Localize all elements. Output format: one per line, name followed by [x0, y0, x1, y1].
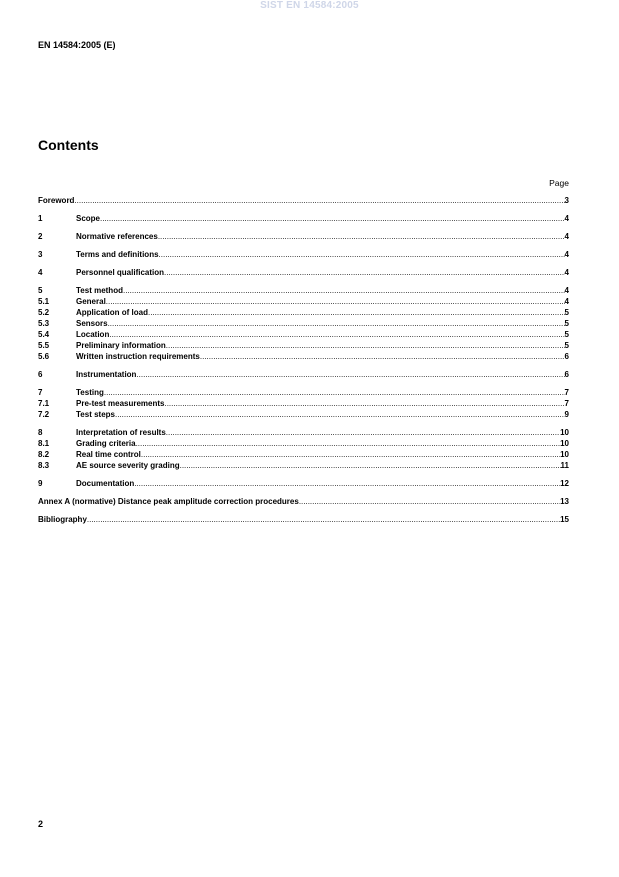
- toc-entry-4[interactable]: [38, 267, 569, 278]
- toc-entry-title: Interpretation of results: [76, 428, 166, 437]
- toc-entry-title: Pre-test measurements: [76, 399, 165, 408]
- toc-entry-title: Personnel qualification: [76, 268, 165, 277]
- dot-leader: [166, 340, 565, 351]
- toc-entry-9[interactable]: [38, 478, 569, 489]
- toc-entry-number: 5.1: [38, 297, 50, 306]
- toc-entry-number: 8.1: [38, 439, 50, 448]
- toc-entry-annex-a[interactable]: [38, 496, 569, 507]
- toc-entry-page: 7: [564, 399, 569, 408]
- toc-entry-number: 8: [38, 428, 43, 437]
- toc-entry-number: 1: [38, 214, 43, 223]
- toc-entry-5-6[interactable]: [38, 351, 569, 362]
- toc-entry-6[interactable]: [38, 369, 569, 380]
- toc-entry-page: 5: [564, 319, 569, 328]
- toc-entry-title: Terms and definitions: [76, 250, 159, 259]
- toc-entry-page: 5: [564, 308, 569, 317]
- toc-entry-page: 5: [564, 341, 569, 350]
- toc-entry-number: 7: [38, 388, 43, 397]
- toc-entry-number: 8.3: [38, 461, 50, 470]
- dot-leader: [166, 427, 560, 438]
- toc-entry-5-1[interactable]: [38, 296, 569, 307]
- toc-entry-page: 6: [564, 352, 569, 361]
- toc-entry-5-3[interactable]: [38, 318, 569, 329]
- page-column-label: Page: [549, 178, 569, 188]
- toc-entry-number: 9: [38, 479, 43, 488]
- toc-entry-page: 10: [560, 439, 569, 448]
- toc-entry-number: 3: [38, 250, 43, 259]
- toc-entry-page: 4: [564, 250, 569, 259]
- toc-entry-2[interactable]: [38, 231, 569, 242]
- toc-entry-title: Testing: [76, 388, 104, 397]
- dot-leader: [136, 438, 561, 449]
- toc-entry-7-1[interactable]: [38, 398, 569, 409]
- toc-entry-title: General: [76, 297, 106, 306]
- page-title: Contents: [38, 137, 99, 153]
- toc-entry-title: Test steps: [76, 410, 115, 419]
- watermark: SIST EN 14584:2005: [260, 0, 359, 11]
- toc-entry-title: AE source severity grading: [76, 461, 180, 470]
- toc-entry-page: 9: [564, 410, 569, 419]
- toc-entry-8-2[interactable]: [38, 449, 569, 460]
- dot-leader: [159, 249, 565, 260]
- toc-entry-page: 4: [564, 286, 569, 295]
- toc-entry-page: 5: [564, 330, 569, 339]
- toc-entry-title: Instrumentation: [76, 370, 137, 379]
- toc-entry-title: Foreword: [38, 196, 75, 205]
- toc-entry-8[interactable]: [38, 427, 569, 438]
- dot-leader: [134, 478, 560, 489]
- toc-entry-8-1[interactable]: [38, 438, 569, 449]
- toc-entry-title: Sensors: [76, 319, 108, 328]
- dot-leader: [109, 329, 564, 340]
- toc-entry-page: 4: [564, 268, 569, 277]
- toc-entry-5-4[interactable]: [38, 329, 569, 340]
- toc-entry-title: Documentation: [76, 479, 135, 488]
- dot-leader: [104, 387, 565, 398]
- toc-entry-page: 7: [564, 388, 569, 397]
- toc-entry-bibliography[interactable]: [38, 514, 569, 525]
- toc-entry-number: 7.1: [38, 399, 50, 408]
- toc-entry-number: 4: [38, 268, 43, 277]
- dot-leader: [74, 195, 564, 206]
- toc-entry-title: Real time control: [76, 450, 141, 459]
- dot-leader: [164, 398, 564, 409]
- toc-entry-number: 5.2: [38, 308, 50, 317]
- toc-entry-title: Location: [76, 330, 110, 339]
- dot-leader: [100, 213, 565, 224]
- toc-entry-page: 11: [560, 461, 569, 470]
- dot-leader: [87, 514, 560, 525]
- toc-entry-5-2[interactable]: [38, 307, 569, 318]
- toc-entry-page: 10: [560, 450, 569, 459]
- toc-entry-page: 13: [560, 497, 569, 506]
- toc-entry-3[interactable]: [38, 249, 569, 260]
- toc-entry-title: Grading criteria: [76, 439, 136, 448]
- toc-entry-foreword[interactable]: [38, 195, 569, 206]
- toc-entry-number: 5.3: [38, 319, 50, 328]
- toc-entry-number: 2: [38, 232, 43, 241]
- dot-leader: [115, 409, 565, 420]
- page-number: 2: [38, 819, 44, 829]
- table-of-contents: [38, 195, 569, 525]
- toc-entry-title: Application of load: [76, 308, 148, 317]
- toc-entry-title: Scope: [76, 214, 101, 223]
- toc-entry-number: 8.2: [38, 450, 50, 459]
- dot-leader: [158, 231, 565, 242]
- dot-leader: [106, 296, 565, 307]
- toc-entry-number: 5.4: [38, 330, 50, 339]
- toc-entry-title: Normative references: [76, 232, 158, 241]
- document-id: EN 14584:2005 (E): [38, 40, 116, 50]
- toc-entry-title: Annex A (normative) Distance peak amplitude correction procedures: [38, 497, 299, 506]
- toc-entry-page: 3: [564, 196, 569, 205]
- toc-entry-7-2[interactable]: [38, 409, 569, 420]
- dot-leader: [123, 285, 565, 296]
- toc-entry-8-3[interactable]: [38, 460, 569, 471]
- toc-entry-number: 5.5: [38, 341, 50, 350]
- toc-entry-number: 6: [38, 370, 43, 379]
- dot-leader: [108, 318, 565, 329]
- toc-entry-page: 10: [560, 428, 569, 437]
- toc-entry-title: Preliminary information: [76, 341, 166, 350]
- toc-entry-number: 7.2: [38, 410, 50, 419]
- toc-entry-title: Test method: [76, 286, 123, 295]
- dot-leader: [180, 460, 561, 471]
- toc-entry-1[interactable]: [38, 213, 569, 224]
- toc-entry-page: 4: [564, 232, 569, 241]
- dot-leader: [164, 267, 565, 278]
- toc-entry-number: 5.6: [38, 352, 50, 361]
- toc-entry-5-5[interactable]: [38, 340, 569, 351]
- dot-leader: [136, 369, 564, 380]
- toc-entry-page: 12: [560, 479, 569, 488]
- toc-entry-title: Bibliography: [38, 515, 87, 524]
- toc-entry-title: Written instruction requirements: [76, 352, 200, 361]
- dot-leader: [141, 449, 560, 460]
- dot-leader: [200, 351, 565, 362]
- dot-leader: [148, 307, 565, 318]
- toc-entry-page: 4: [564, 297, 569, 306]
- toc-entry-5[interactable]: [38, 285, 569, 296]
- toc-entry-7[interactable]: [38, 387, 569, 398]
- toc-entry-page: 15: [560, 515, 569, 524]
- toc-entry-number: 5: [38, 286, 43, 295]
- toc-entry-page: 6: [564, 370, 569, 379]
- dot-leader: [299, 496, 560, 507]
- toc-entry-page: 4: [564, 214, 569, 223]
